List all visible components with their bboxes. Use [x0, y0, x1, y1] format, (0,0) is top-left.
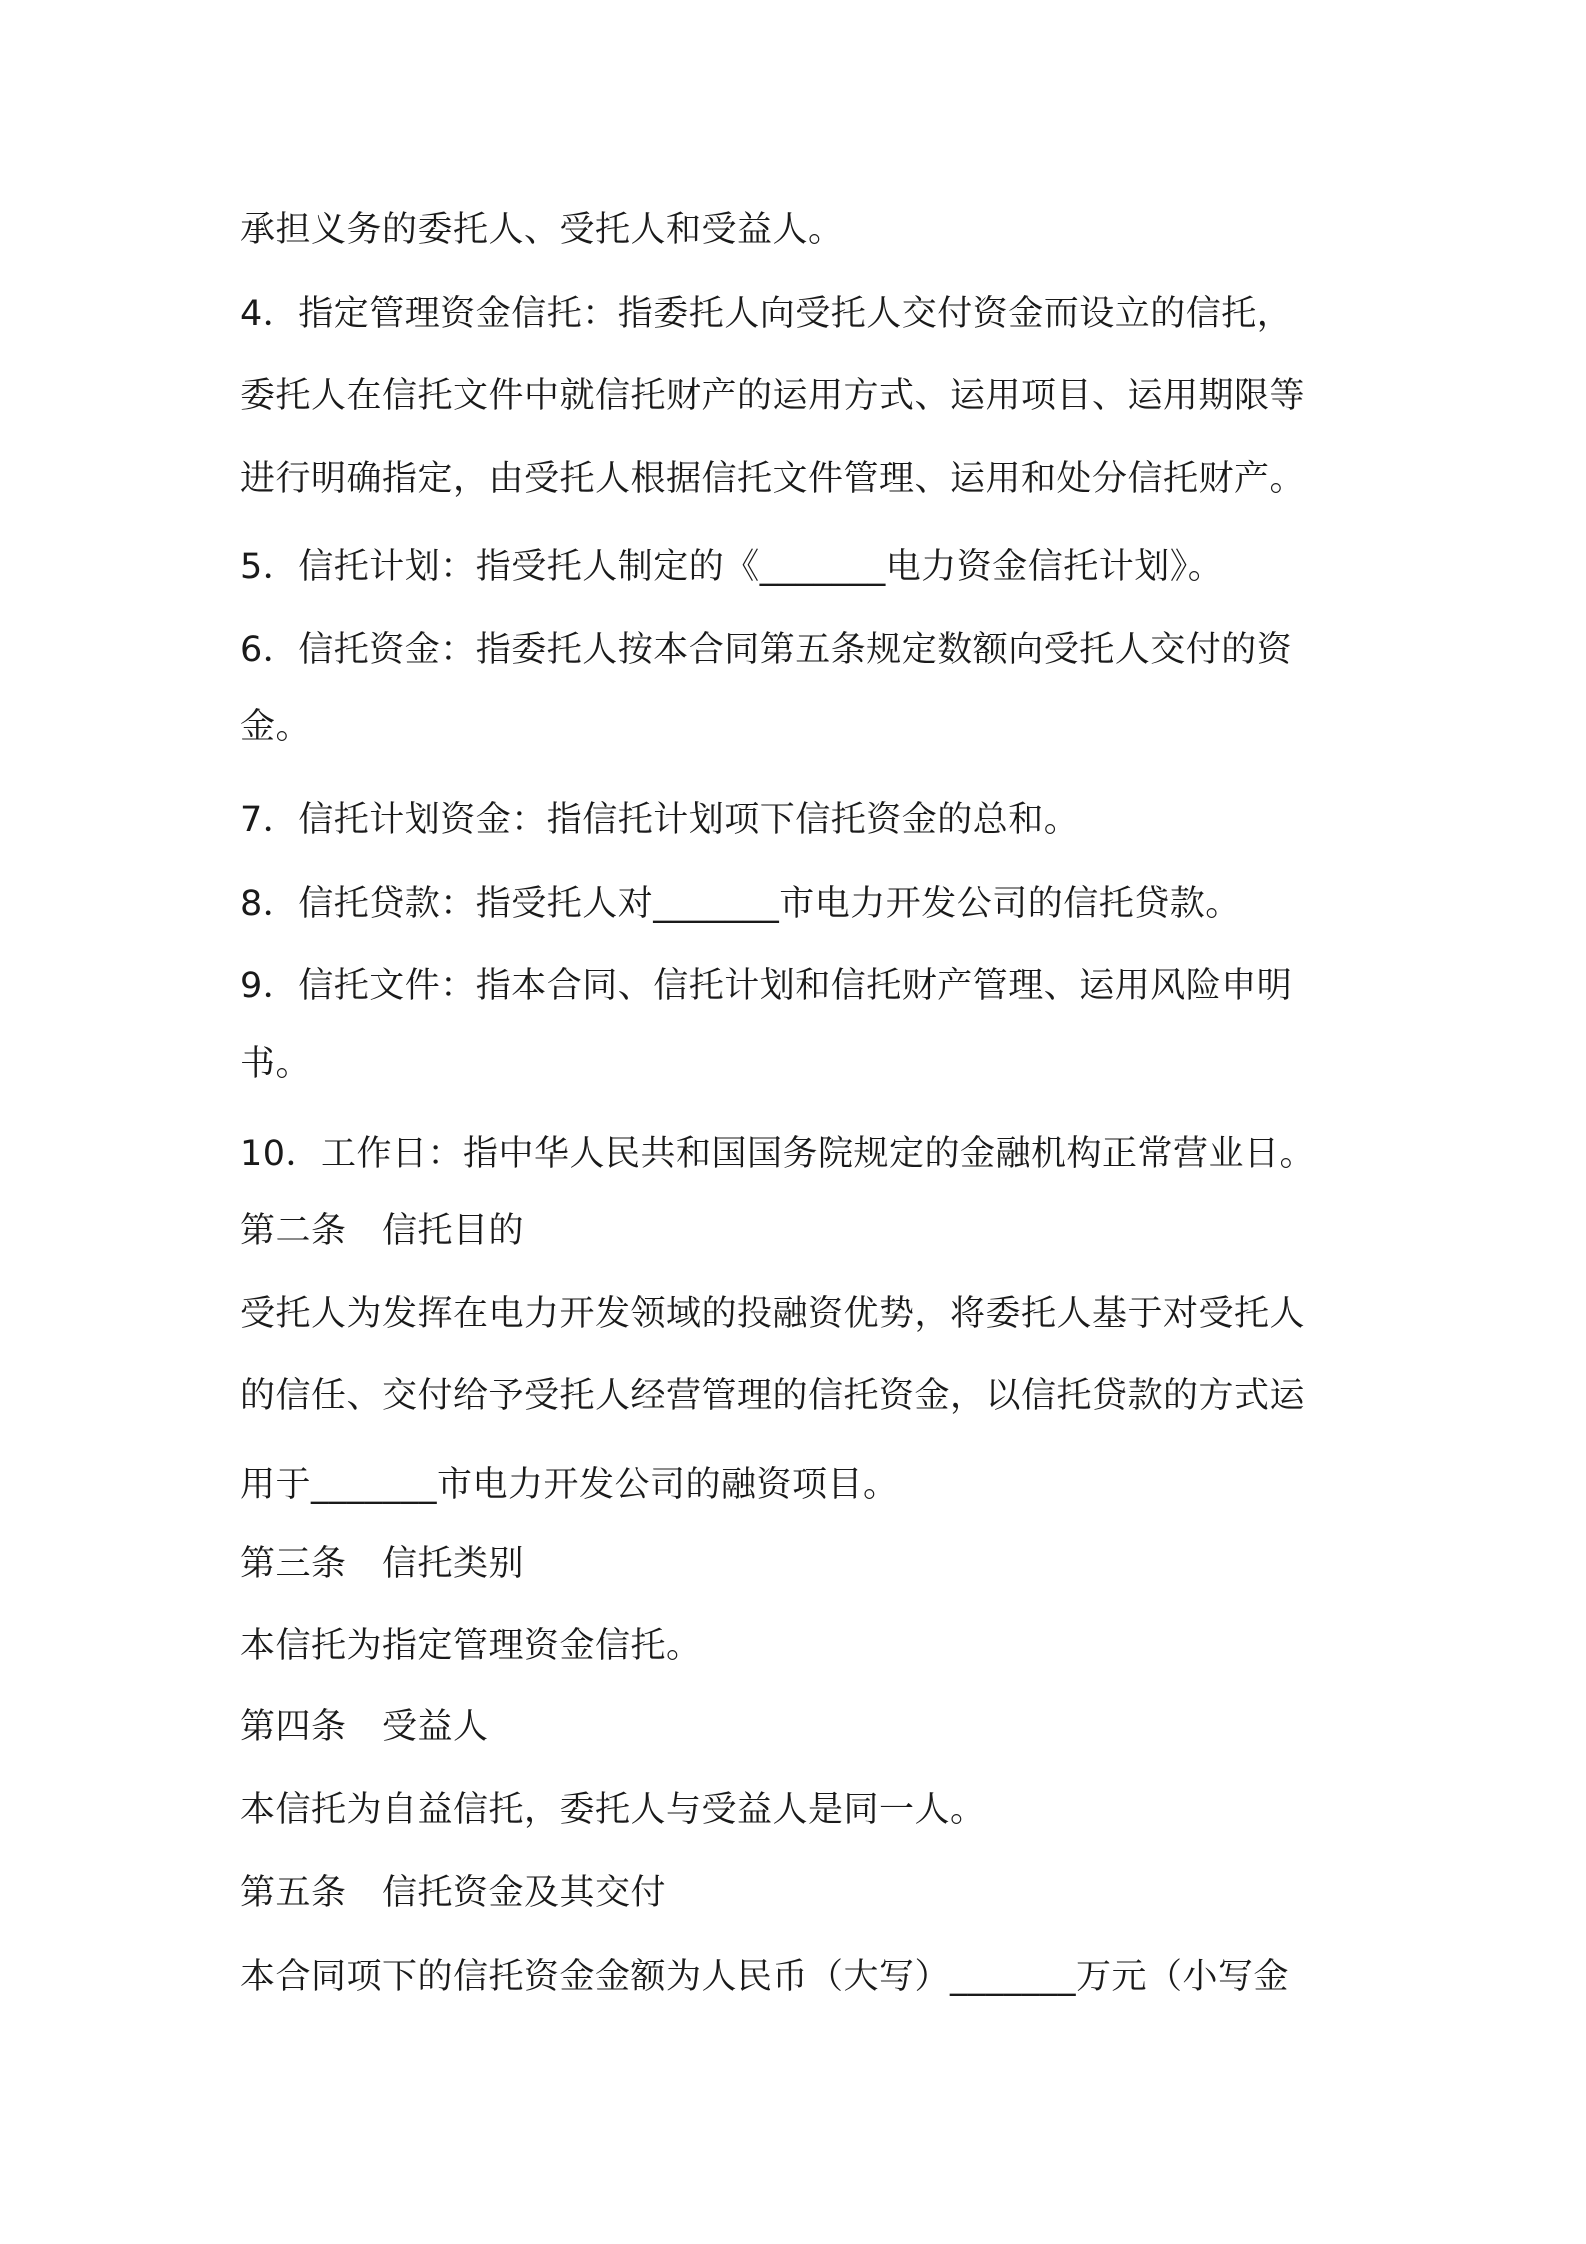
text-line: 进行明确指定，由受托人根据信托文件管理、运用和处分信托财产。: [240, 459, 1306, 499]
text-line: 4．指定管理资金信托：指委托人向受托人交付资金而设立的信托，: [240, 294, 1293, 334]
text-line: 书。: [240, 1044, 312, 1084]
text-line: 8．信托贷款：指受托人对_______市电力开发公司的信托贷款。: [240, 884, 1241, 924]
text-line: 的信任、交付给予受托人经营管理的信托资金，以信托贷款的方式运: [240, 1376, 1306, 1416]
text-line: 本信托为自益信托，委托人与受益人是同一人。: [240, 1790, 986, 1830]
text-line: 用于_______市电力开发公司的融资项目。: [240, 1465, 899, 1505]
text-line: 10．工作日：指中华人民共和国国务院规定的金融机构正常营业日。: [240, 1134, 1316, 1174]
text-line: 委托人在信托文件中就信托财产的运用方式、运用项目、运用期限等: [240, 376, 1306, 416]
section-heading: 第三条 信托类别: [240, 1544, 525, 1584]
text-line: 6．信托资金：指委托人按本合同第五条规定数额向受托人交付的资: [240, 630, 1293, 670]
section-heading: 第四条 受益人: [240, 1707, 489, 1747]
text-line: 受托人为发挥在电力开发领域的投融资优势，将委托人基于对受托人: [240, 1294, 1306, 1334]
section-heading: 第五条 信托资金及其交付: [240, 1873, 667, 1913]
text-line: 5．信托计划：指受托人制定的《_______电力资金信托计划》。: [240, 547, 1224, 587]
text-line: 本信托为指定管理资金信托。: [240, 1626, 702, 1666]
text-line: 7．信托计划资金：指信托计划项下信托资金的总和。: [240, 800, 1080, 840]
text-line: 本合同项下的信托资金金额为人民币（大写）_______万元（小写金: [240, 1957, 1290, 1997]
text-line: 9．信托文件：指本合同、信托计划和信托财产管理、运用风险申明: [240, 966, 1293, 1006]
text-line: 承担义务的委托人、受托人和受益人。: [240, 210, 844, 250]
text-line: 金。: [240, 707, 312, 747]
section-heading: 第二条 信托目的: [240, 1211, 525, 1251]
